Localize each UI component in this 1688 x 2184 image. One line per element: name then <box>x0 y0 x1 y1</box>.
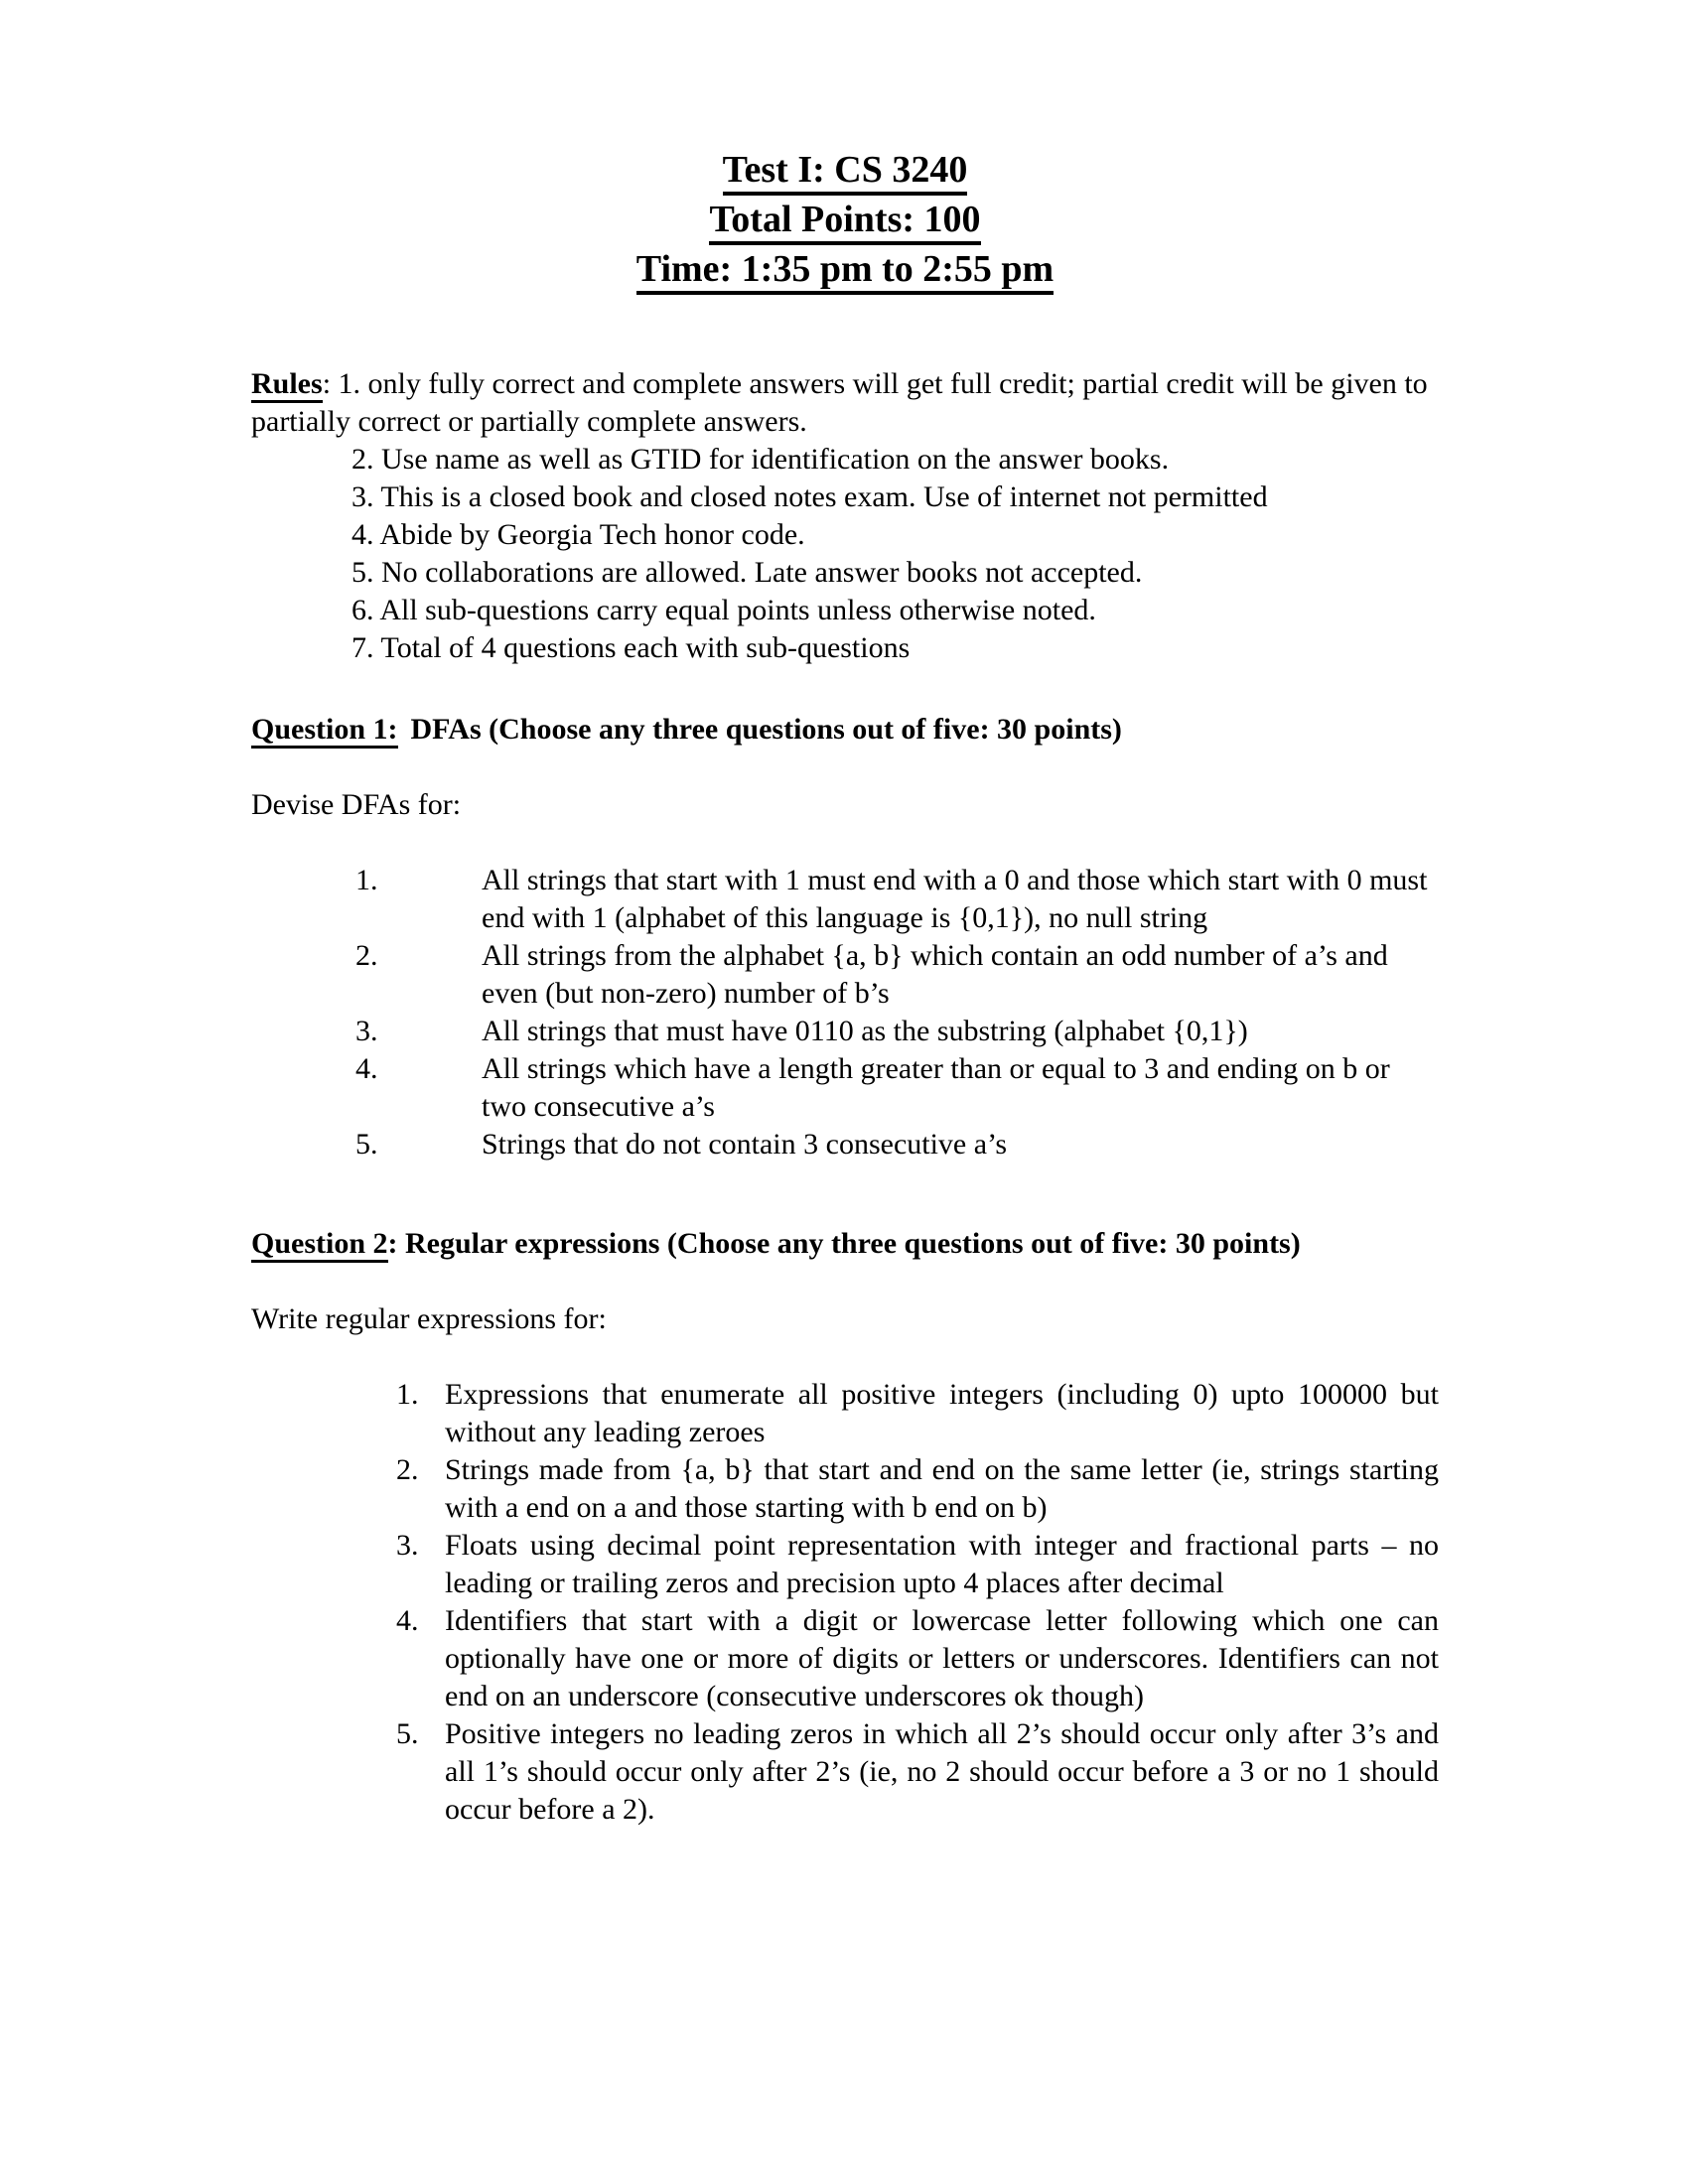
q1-item-1 <box>251 862 1439 937</box>
q2-item-4 <box>251 1602 1439 1715</box>
q1-item-5 <box>251 1126 1439 1163</box>
q2-item-4-text: Identifiers that start with a digit or lowercase letter following which one can optionally have one or more of digits or letters or underscores. Identifiers can not end on an underscore (consecutive underscores ok though) <box>445 1604 1439 1712</box>
question-2-title: : Regular expressions (Choose any three questions out of five: 30 points) <box>387 1227 1301 1260</box>
q1-item-3-text: All strings that must have 0110 as the substring (alphabet {0,1}) <box>482 1015 1248 1047</box>
rule-item-5: 5. No collaborations are allowed. Late answer books not accepted. <box>352 556 1143 589</box>
question-1-intro: Devise DFAs for: <box>251 788 462 821</box>
exam-title: Test I: CS 3240 <box>723 149 968 196</box>
exam-title-line-2 <box>251 195 1439 244</box>
rule-item-3: 3. This is a closed book and closed notes exam. Use of internet not permitted <box>352 480 1268 513</box>
question-2-section <box>251 1225 1439 1829</box>
q2-item-5-number: 5. <box>396 1717 419 1750</box>
q1-item-2-text: All strings from the alphabet {a, b} which contain an odd number of a’s and even (but non-zero) number of b’s <box>482 939 1388 1010</box>
q2-item-2 <box>251 1451 1439 1527</box>
q2-item-2-text: Strings made from {a, b} that start and end on the same letter (ie, strings starting with a end on a and those starting with b end on b) <box>445 1453 1439 1524</box>
rules-label: Rules <box>251 367 323 403</box>
q2-item-2-number: 2. <box>396 1453 419 1486</box>
title-block <box>251 145 1439 294</box>
rule-item-2: 2. Use name as well as GTID for identification on the answer books. <box>352 443 1170 476</box>
q1-item-3 <box>251 1013 1439 1050</box>
exam-title-line-1 <box>251 145 1439 195</box>
q2-item-1 <box>251 1376 1439 1451</box>
q2-item-3 <box>251 1527 1439 1602</box>
q1-item-4 <box>251 1050 1439 1126</box>
q2-item-5-text: Positive integers no leading zeros in which all 2’s should occur only after 3’s and all 1’s should occur only after 2’s (ie, no 2 should occur before a 3 or no 1 should occur before a 2). <box>445 1717 1439 1826</box>
question-1-section <box>251 711 1439 1163</box>
q1-item-4-number: 4. <box>355 1052 378 1085</box>
question-2-label: Question 2 <box>251 1227 388 1263</box>
rule-item-6: 6. All sub-questions carry equal points unless otherwise noted. <box>352 594 1096 626</box>
q1-item-4-text: All strings which have a length greater than or equal to 3 and ending on b or two consecutive a’s <box>482 1052 1390 1123</box>
q2-item-1-number: 1. <box>396 1378 419 1411</box>
question-2-heading <box>251 1225 1439 1263</box>
q1-item-3-number: 3. <box>355 1015 378 1047</box>
q2-item-5 <box>251 1715 1439 1829</box>
rule-item-4: 4. Abide by Georgia Tech honor code. <box>352 518 805 551</box>
exam-page <box>251 0 1439 1829</box>
q2-item-3-text: Floats using decimal point representation with integer and fractional parts – no leading or trailing zeros and precision upto 4 places after decimal <box>445 1529 1439 1599</box>
total-points: Total Points: 100 <box>709 199 980 245</box>
rules-intro-text: : 1. only fully correct and complete answers will get full credit; partial credit will be given to partially correct or partially complete answers. <box>251 367 1428 438</box>
q2-item-1-text: Expressions that enumerate all positive integers (including 0) upto 100000 but without any leading zeroes <box>445 1378 1439 1448</box>
q1-item-5-number: 5. <box>355 1128 378 1160</box>
q1-item-1-text: All strings that start with 1 must end with a 0 and those which start with 0 must end with 1 (alphabet of this language is {0,1}), no null string <box>482 864 1428 934</box>
question-2-list <box>251 1376 1439 1829</box>
rule-item-7: 7. Total of 4 questions each with sub-questions <box>352 631 911 664</box>
rules-intro <box>251 365 1439 441</box>
question-1-label: Question 1: <box>251 713 398 749</box>
exam-time: Time: 1:35 pm to 2:55 pm <box>636 248 1054 295</box>
q1-item-2-number: 2. <box>355 939 378 972</box>
exam-title-line-3 <box>251 244 1439 294</box>
q1-item-1-number: 1. <box>355 864 378 896</box>
q1-item-5-text: Strings that do not contain 3 consecutive a’s <box>482 1128 1008 1160</box>
q2-item-4-number: 4. <box>396 1604 419 1637</box>
question-1-heading <box>251 711 1439 749</box>
question-1-list <box>251 862 1439 1163</box>
q1-item-2 <box>251 937 1439 1013</box>
rules-section <box>251 365 1439 667</box>
q2-item-3-number: 3. <box>396 1529 419 1562</box>
question-1-title: DFAs (Choose any three questions out of five: 30 points) <box>410 713 1122 746</box>
question-2-intro: Write regular expressions for: <box>251 1302 607 1335</box>
